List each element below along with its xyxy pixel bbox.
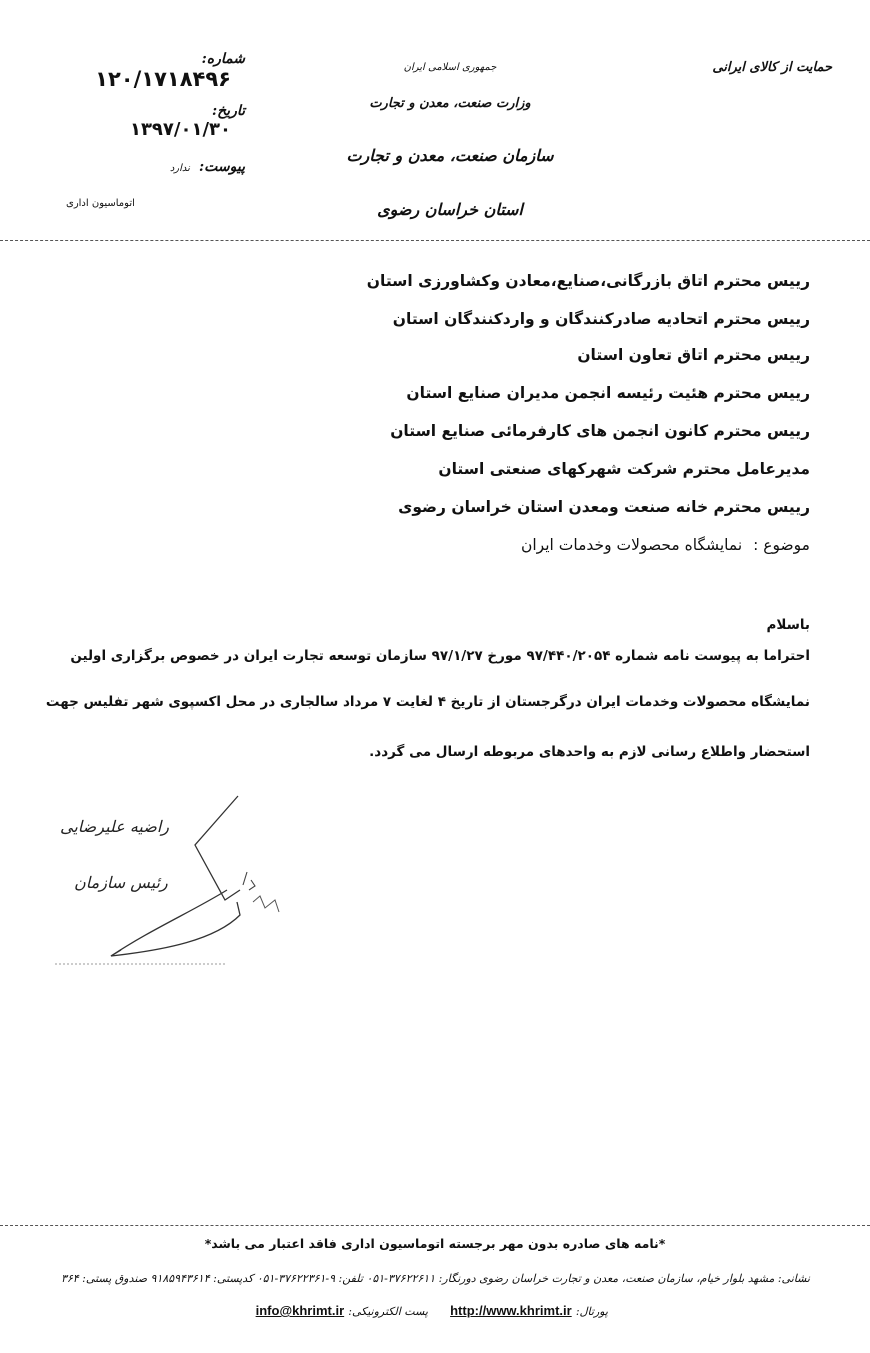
ministry-name: وزارت صنعت، معدن و تجارت bbox=[369, 96, 531, 111]
letter-number bbox=[70, 48, 245, 91]
attachment-value: ندارد bbox=[169, 163, 190, 174]
recipient-line: رییس محترم اتاق بازرگانی،صنایع،معادن وکشاورزی استان bbox=[366, 272, 810, 290]
body-line: استحضار واطلاع رسانی لازم به واحدهای مربوطه ارسال می گردد. bbox=[369, 744, 810, 760]
recipient-line: رییس محترم اتحادیه صادرکنندگان و واردکنندگان استان bbox=[392, 310, 810, 328]
email-link[interactable]: info@khrimt.ir bbox=[255, 1303, 345, 1318]
address-line: نشانی: مشهد بلوار خیام، سازمان صنعت، معدن و تجارت خراسان رضوی دورنگار: ۳۷۶۲۲۶۱۱-۰۵۱ تلفن: ۹-۳۷۶۲۲۳۶۱-۰۵۱ کدپستی: ۹۱۸۵۹۴۳۶۱۴ صندوق پستی: ۳۶۴ bbox=[60, 1272, 810, 1285]
automation-label: اتوماسیون اداری bbox=[66, 198, 135, 209]
attachment-label: پیوست: bbox=[199, 159, 245, 175]
recipient-line: رییس محترم هئیت رئیسه انجمن مدیران صنایع استان bbox=[406, 384, 810, 402]
recipient-line: رییس محترم کانون انجمن های کارفرمائی صنایع استان bbox=[390, 422, 810, 440]
body-line: نمایشگاه محصولات وخدمات ایران درگرجستان از تاریخ ۴ لغایت ۷ مرداد سالجاری در محل اکسپوی شهر تفلیس جهت bbox=[45, 694, 810, 710]
subject-label: موضوع : bbox=[753, 536, 810, 554]
handwritten-signature bbox=[55, 790, 295, 970]
signatory-name: راضیه علیرضایی bbox=[60, 817, 169, 836]
organization-name: سازمان صنعت، معدن و تجارت bbox=[346, 146, 554, 165]
portal-link[interactable]: http://www.khrimt.ir bbox=[450, 1303, 572, 1318]
header-divider bbox=[0, 240, 870, 241]
date-label: تاریخ: bbox=[211, 103, 245, 119]
number-label: شماره: bbox=[201, 51, 245, 67]
signatory-title: رئیس سازمان bbox=[74, 873, 168, 892]
province-name: استان خراسان رضوی bbox=[377, 200, 523, 219]
subject-line bbox=[521, 536, 810, 554]
number-value: ۱۲۰/۱۷۱۸۴۹۶ bbox=[95, 67, 231, 91]
validity-note: *نامه های صادره بدون مهر برجسته اتوماسیون اداری فاقد اعتبار می باشد* bbox=[204, 1236, 666, 1251]
recipient-line: رییس محترم خانه صنعت ومعدن استان خراسان رضوی bbox=[398, 498, 810, 516]
date-value: ۱۳۹۷/۰۱/۳۰ bbox=[129, 119, 231, 140]
letter-date bbox=[100, 100, 245, 140]
footer-divider bbox=[0, 1225, 870, 1226]
subject-text: نمایشگاه محصولات وخدمات ایران bbox=[520, 536, 743, 554]
letter-attachment bbox=[160, 156, 245, 175]
greeting: باسلام bbox=[766, 617, 810, 633]
recipient-line: مدیرعامل محترم شرکت شهرکهای صنعتی استان bbox=[438, 460, 810, 478]
slogan: حمایت از کالای ایرانی bbox=[712, 60, 832, 75]
portal-label: پورتال: bbox=[575, 1305, 608, 1318]
contact-line bbox=[256, 1303, 608, 1319]
recipient-line: رییس محترم اتاق تعاون استان bbox=[577, 346, 810, 364]
email-label: پست الکترونیکی: bbox=[348, 1305, 428, 1318]
body-line: احتراما به پیوست نامه شماره ۹۷/۴۴۰/۲۰۵۴ مورخ ۹۷/۱/۲۷ سازمان توسعه تجارت ایران در خصوص برگزاری اولین bbox=[70, 648, 810, 664]
gov-republic: جمهوری اسلامی ایران bbox=[403, 62, 497, 73]
